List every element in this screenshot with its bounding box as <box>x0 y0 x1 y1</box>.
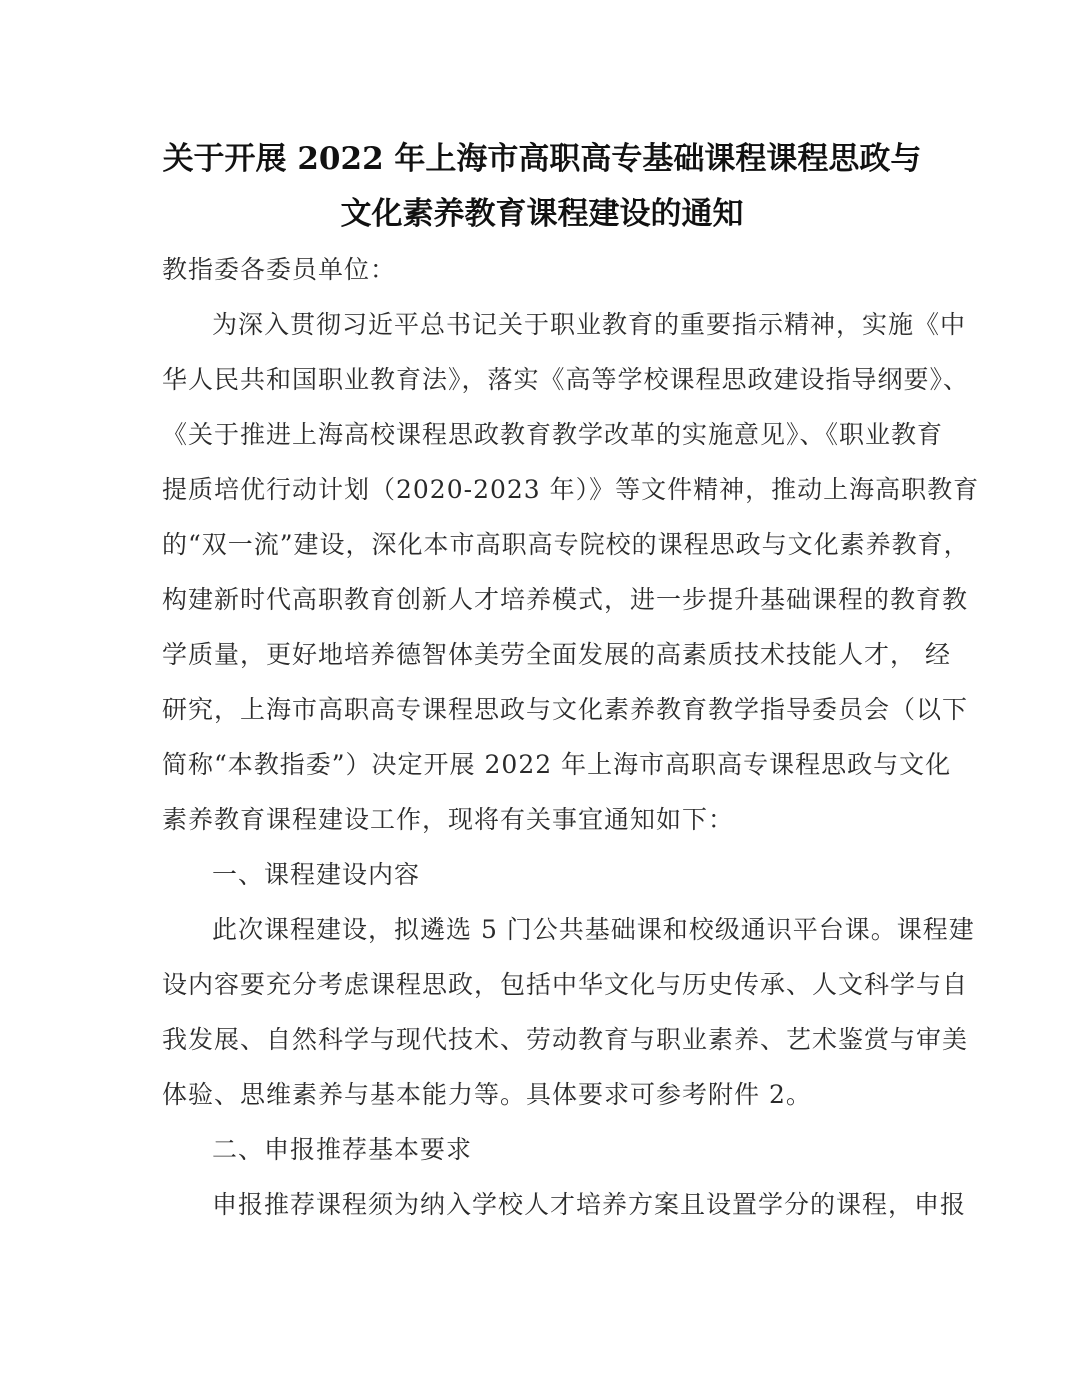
paragraph <box>162 297 980 847</box>
title-line: 关于开展 2022 年上海市高职高专基础课程课程思政与 <box>162 141 922 177</box>
paragraph <box>162 902 975 1122</box>
paragraph-line: 研究，上海市高职高专课程思政与文化素养教育教学指导委员会（以下 <box>162 695 969 724</box>
document-body <box>162 297 980 1232</box>
section-heading <box>162 1122 922 1177</box>
salutation: 教指委各委员单位： <box>162 255 397 284</box>
paragraph-line: 一、课程建设内容 <box>212 860 421 889</box>
section-heading <box>162 847 922 902</box>
paragraph-line: 二、申报推荐基本要求 <box>212 1135 473 1164</box>
paragraph-line: 学质量，更好地培养德智体美劳全面发展的高素质技术技能人才， 经 <box>162 640 951 669</box>
paragraph-line: 的“双一流”建设，深化本市高职高专院校的课程思政与文化素养教育， <box>162 530 970 559</box>
paragraph-line: 为深入贯彻习近平总书记关于职业教育的重要指示精神，实施《中 <box>212 310 967 339</box>
paragraph-line: 设内容要充分考虑课程思政，包括中华文化与历史传承、人文科学与自 <box>162 970 969 999</box>
paragraph-line: 体验、思维素养与基本能力等。具体要求可参考附件 2。 <box>162 1080 812 1109</box>
paragraph-line: 华人民共和国职业教育法》，落实《高等学校课程思政建设指导纲要》、 <box>162 365 970 394</box>
document-title <box>162 132 922 242</box>
paragraph-line: 此次课程建设，拟遴选 5 门公共基础课和校级通识平台课。课程建 <box>212 915 975 944</box>
paragraph-line: 申报推荐课程须为纳入学校人才培养方案且设置学分的课程，申报 <box>212 1190 967 1219</box>
paragraph-line: 提质培优行动计划（2020-2023 年）》等文件精神，推动上海高职教育 <box>162 475 980 504</box>
title-line: 文化素养教育课程建设的通知 <box>340 196 744 232</box>
paragraph-line: 《关于推进上海高校课程思政教育教学改革的实施意见》、《职业教育 <box>162 420 944 449</box>
paragraph-line: 我发展、自然科学与现代技术、劳动教育与职业素养、艺术鉴赏与审美 <box>162 1025 969 1054</box>
paragraph-line: 构建新时代高职教育创新人才培养模式，进一步提升基础课程的教育教 <box>162 585 969 614</box>
paragraph-line: 简称“本教指委”）决定开展 2022 年上海市高职高专课程思政与文化 <box>162 750 952 779</box>
document-page <box>162 132 980 1232</box>
paragraph-line: 素养教育课程建设工作，现将有关事宜通知如下： <box>162 805 735 834</box>
paragraph <box>162 1177 967 1232</box>
